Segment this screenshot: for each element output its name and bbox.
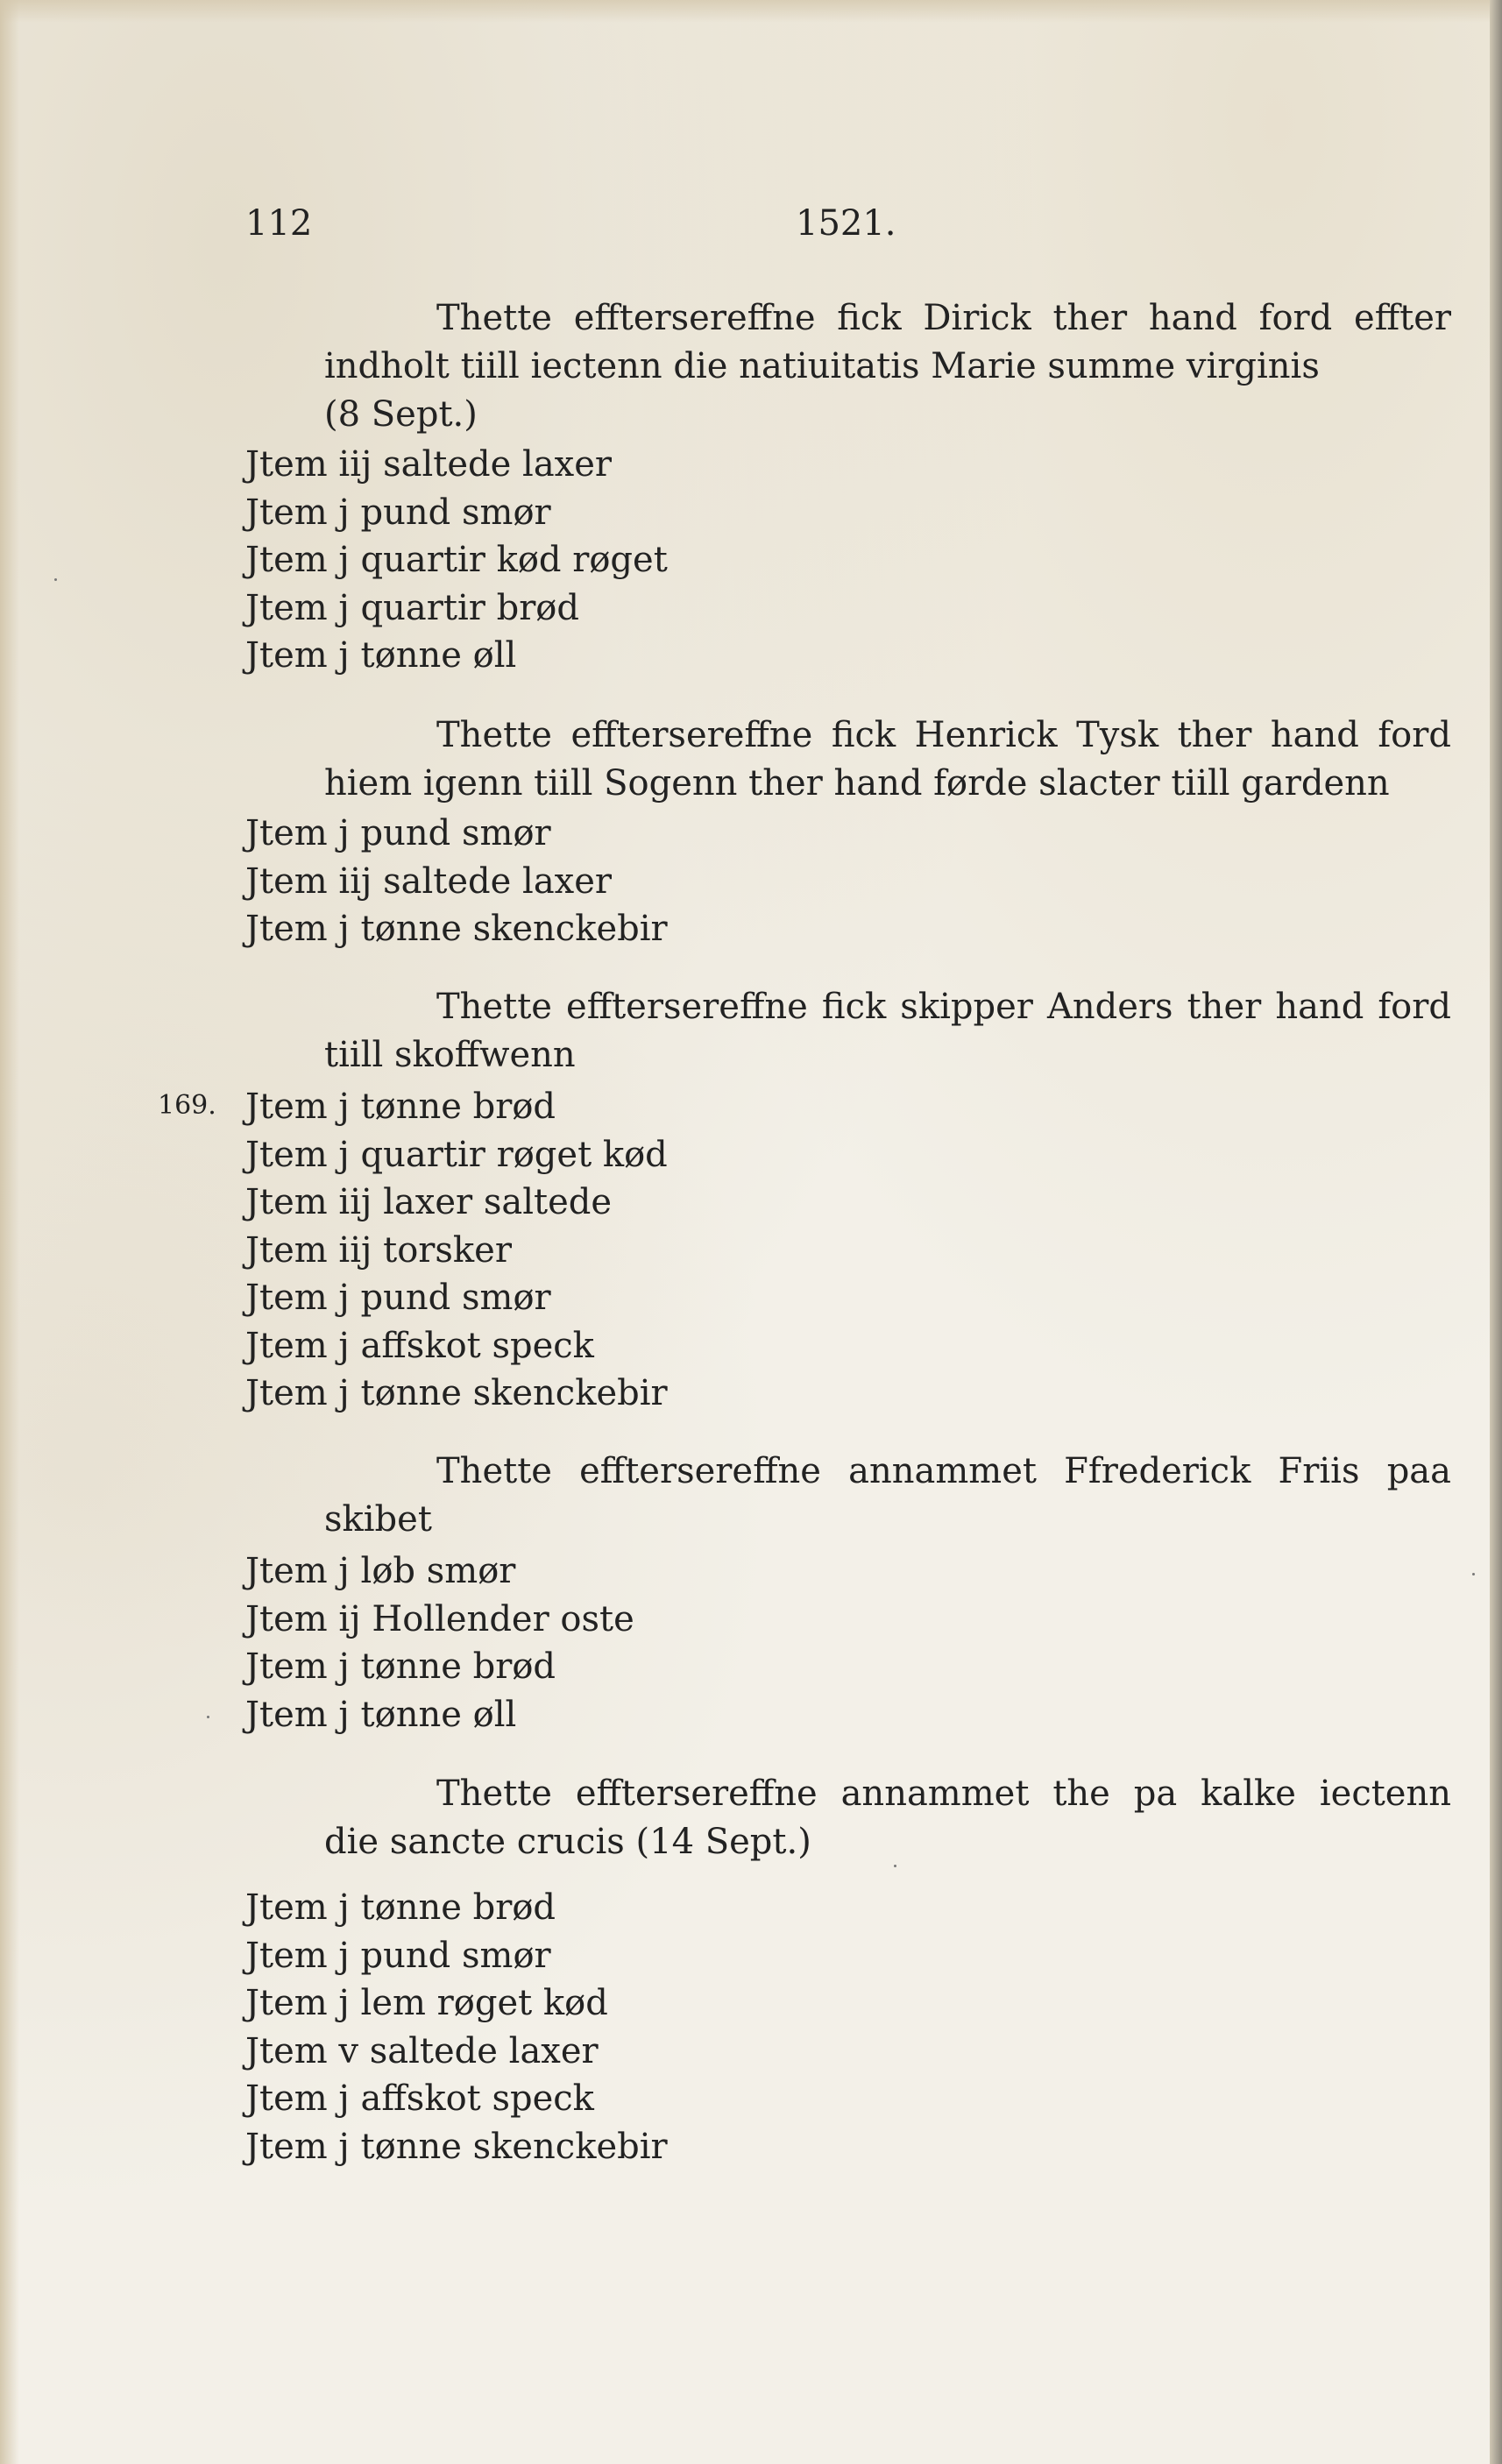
section-2-intro bbox=[324, 712, 1451, 808]
intro-line: die sancte crucis (14 Sept.) bbox=[324, 1822, 811, 1862]
list-item: Jtem j pund smør bbox=[245, 1935, 551, 1976]
list-item: Jtem j tønne brød bbox=[245, 1087, 556, 1127]
page-top-shadow bbox=[0, 0, 1502, 23]
list-item: Jtem j quartir kød røget bbox=[245, 540, 668, 580]
intro-line: indholt tiill iectenn die natiuitatis Marie summe virginis bbox=[324, 346, 1320, 386]
list-item: Jtem j quartir røget kød bbox=[245, 1134, 668, 1175]
intro-line: tiill skoffwenn bbox=[324, 1035, 576, 1075]
intro-first-line: Thette efftersereffne annammet the pa kalke iectenn bbox=[436, 1774, 1451, 1814]
list-item: Jtem iij saltede laxer bbox=[245, 444, 613, 485]
list-item: Jtem j lem røget kød bbox=[245, 1983, 608, 2023]
section-5-intro bbox=[324, 1770, 1451, 1866]
paper-speck bbox=[207, 1716, 209, 1718]
list-item: Jtem j affskot speck bbox=[245, 2078, 594, 2119]
list-item: Jtem iij saltede laxer bbox=[245, 860, 613, 902]
list-item: Jtem j løb smør bbox=[245, 1551, 516, 1591]
paper-speck bbox=[54, 578, 57, 581]
section-3-items bbox=[245, 1083, 668, 1418]
list-item: Jtem j tønne brød bbox=[245, 1887, 556, 1928]
section-3-intro bbox=[324, 983, 1451, 1080]
intro-line: skibet bbox=[324, 1499, 432, 1540]
section-4-items bbox=[245, 1547, 634, 1738]
section-1-items bbox=[245, 441, 668, 680]
intro-line: hiem igenn tiill Sogenn ther hand førde slacter tiill gardenn bbox=[324, 763, 1390, 804]
intro-first-line: Thette efftersereffne fick skipper Anders ther hand ford bbox=[436, 987, 1451, 1027]
list-item: Jtem iij torsker bbox=[245, 1229, 512, 1271]
list-item: Jtem j pund smør bbox=[245, 492, 551, 533]
section-4-intro bbox=[324, 1448, 1451, 1544]
page-right-edge bbox=[1490, 0, 1502, 2464]
paper-speck bbox=[1472, 1573, 1475, 1575]
list-item: Jtem j affskot speck bbox=[245, 1325, 594, 1366]
list-item: Jtem j tønne øll bbox=[245, 1694, 517, 1735]
intro-line: (8 Sept.) bbox=[324, 394, 478, 435]
list-item: Jtem j tønne skenckebir bbox=[245, 2126, 668, 2167]
list-item: Jtem j pund smør bbox=[245, 1278, 551, 1318]
intro-first-line: Thette efftersereffne fick Dirick ther hand ford effter bbox=[436, 298, 1451, 338]
list-item: Jtem j tønne brød bbox=[245, 1646, 556, 1687]
list-item: Jtem j tønne øll bbox=[245, 635, 517, 676]
intro-first-line: Thette efftersereffne annammet Ffrederick Friis paa bbox=[436, 1451, 1451, 1491]
list-item: Jtem j quartir brød bbox=[245, 587, 579, 628]
list-item: Jtem ij Hollender oste bbox=[245, 1598, 634, 1639]
list-item: Jtem iij laxer saltede bbox=[245, 1182, 613, 1222]
section-2-items bbox=[245, 810, 668, 953]
page-year-heading: 1521. bbox=[796, 203, 896, 244]
list-item: Jtem j tønne skenckebir bbox=[245, 1373, 668, 1413]
list-item: Jtem j tønne skenckebir bbox=[245, 909, 668, 949]
list-item: Jtem j pund smør bbox=[245, 813, 551, 853]
section-1-intro bbox=[324, 294, 1451, 439]
margin-number: 169. bbox=[158, 1090, 216, 1121]
page-left-shadow bbox=[0, 0, 19, 2464]
section-5-items bbox=[245, 1884, 668, 2170]
page-number: 112 bbox=[245, 203, 313, 244]
list-item: Jtem v saltede laxer bbox=[245, 2030, 599, 2071]
intro-first-line: Thette efftersereffne fick Henrick Tysk ther hand ford bbox=[436, 715, 1451, 755]
